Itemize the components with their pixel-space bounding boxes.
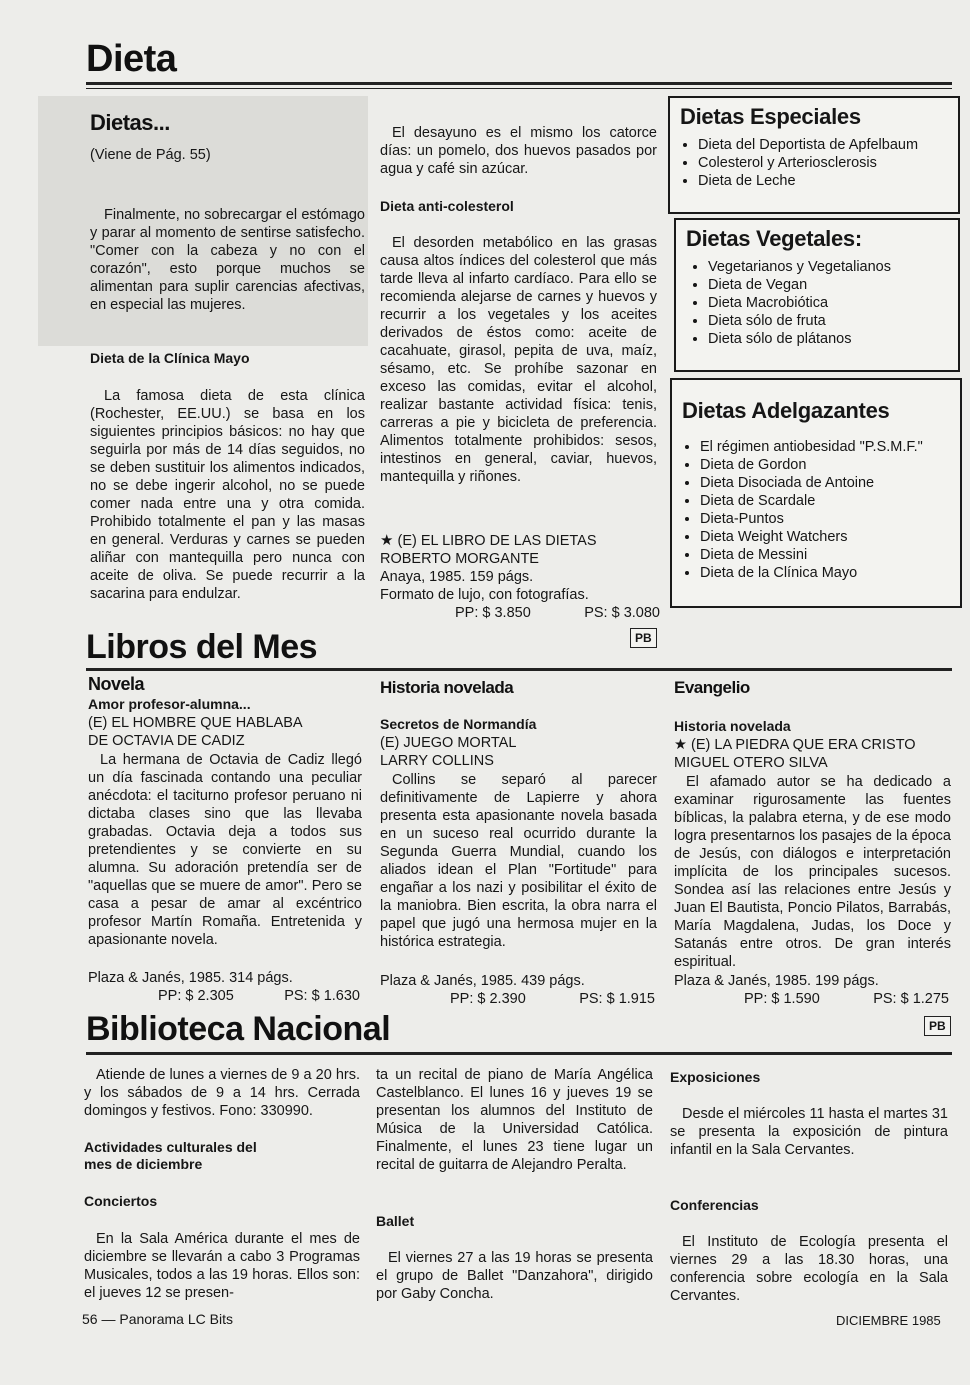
- conciertos-heading: Conciertos: [84, 1193, 158, 1209]
- historia-prices: [380, 990, 655, 1008]
- star-icon: ★: [674, 737, 687, 753]
- dietas-paragraph-2: La famosa dieta de esta clínica (Rochester, EE.UU.) se basa en los siguientes principios básicos: no hay que seguirla por más de 14 días seguidos, no se deben sustituir los alimentos indicados, no se debe ingerir alcohol, no se puede comer nada entre una y otra comida. Prohibido totalmente el pan y las masas en general. Verduras y carnes se pueden aliñar con mantequilla pero nunca con aceite de oliva. Se puede recurrir a la sacarina para endulzar.: [90, 388, 365, 602]
- list-item: • Dieta del Deportista de Apfelbaum: [698, 136, 958, 154]
- novela-book-author: DE OCTAVIA DE CADIZ: [88, 733, 245, 749]
- evangelio-price-ps: PS: $ 1.275: [873, 991, 949, 1007]
- historia-price-ps: PS: $ 1.915: [579, 991, 655, 1007]
- recital-text: ta un recital de piano de María Angélica Castelblanco. El lunes 16 y jueves 19 se presentan los alumnos del Instituto de Música de la Universidad Católica. Finalmente, el lunes 23 tiene lugar un recital de guitarra de Alejandro Peralta.: [376, 1067, 653, 1173]
- evangelio-review: El afamado autor se ha dedicado a examinar rigurosamente las fuentes bíblicas, la palabra eterna, y de ese modo logra presentarnos los pasajes de la época de Jesús, con diálogos e interpretación implícita de los principales sucesos. Sondea así las relaciones entre Jesús y Juan El Bautista, Poncio Pilatos, Barrabás, María Magdalena, Judas, los Doce y Satanás entre otros. De gran interés espiritual.: [674, 774, 951, 970]
- exposiciones-text: Desde el miércoles 11 hasta el martes 31 se presenta la exposición de pintura infantil en la Sala Cervantes.: [670, 1106, 948, 1158]
- dietas-vegetales-list: [676, 258, 958, 348]
- ballet-text: El viernes 27 a las 19 horas se presenta el grupo de Ballet "Danzahora", dirigido por Gaby Concha.: [376, 1250, 653, 1302]
- libros-rule: [86, 668, 952, 671]
- list-item: • Dieta de Vegan: [708, 276, 958, 294]
- novela-subtitle: Amor profesor-alumna...: [88, 696, 251, 712]
- novela-genre: Novela: [88, 674, 145, 694]
- list-item: • Dieta Disociada de Antoine: [700, 474, 960, 492]
- ballet-heading: Ballet: [376, 1213, 415, 1229]
- list-item: • Dieta de Messini: [700, 546, 960, 564]
- section-title-libros: Libros del Mes: [86, 628, 318, 666]
- list-item: • Dieta sólo de plátanos: [708, 330, 958, 348]
- list-item: • Dieta de Leche: [698, 172, 958, 190]
- dietas-adelgazantes-title: Dietas Adelgazantes: [682, 398, 890, 423]
- evangelio-price-pp: PP: $ 1.590: [744, 991, 820, 1007]
- actividades-heading: Actividades culturales del mes de diciembre: [84, 1139, 257, 1172]
- section-title-dieta: Dieta: [86, 38, 177, 80]
- pb-badge: PB: [924, 1016, 951, 1036]
- historia-book-author: LARRY COLLINS: [380, 753, 494, 769]
- dietas-paragraph-1: Finalmente, no sobrecargar el estómago y parar al momento de sentirse satisfecho. "Comer con la cabeza y no con el corazón", esto porque muchos se alimentan para suplir carencias afectivas, en especial las mujeres.: [90, 207, 365, 313]
- header-rule-thin: [86, 88, 952, 89]
- dietas-vegetales-box: [674, 218, 960, 372]
- exposiciones-heading: Exposiciones: [670, 1069, 761, 1085]
- clinica-mayo-heading: Dieta de la Clínica Mayo: [90, 350, 250, 366]
- list-item: • Dieta-Puntos: [700, 510, 960, 528]
- list-item: • El régimen antiobesidad "P.S.M.F.": [700, 438, 960, 456]
- evangelio-subtitle: Historia novelada: [674, 718, 791, 734]
- dietas-vegetales-title: Dietas Vegetales:: [686, 226, 862, 251]
- dietas-especiales-box: [668, 96, 960, 214]
- evangelio-genre: Evangelio: [674, 678, 750, 697]
- footer-page-info: 56 — Panorama LC Bits: [82, 1311, 233, 1327]
- pb-badge: PB: [630, 628, 657, 648]
- list-item: • Vegetarianos y Vegetalianos: [708, 258, 958, 276]
- historia-subtitle: Secretos de Normandía: [380, 716, 537, 732]
- biblioteca-rule: [86, 1052, 952, 1055]
- dietas-especiales-list: [670, 136, 958, 190]
- list-item: • Dieta Weight Watchers: [700, 528, 960, 546]
- list-item: • Dieta de Gordon: [700, 456, 960, 474]
- evangelio-book-title: ★ (E) LA PIEDRA QUE ERA CRISTO: [674, 737, 916, 753]
- dietas-adelgazantes-box: [670, 378, 962, 608]
- historia-publisher: Plaza & Janés, 1985. 439 págs.: [380, 973, 585, 989]
- historia-review: Collins se separó al parecer definitivamente de Lapierre y ahora presenta esta apasionante novela basada en un suceso real ocurrido durante la Segunda Guerra Mundial, cuando los aliados idean el Plan "Fortitude" para engañar a los nazi y posibilitar el éxito de la maniobra. Bien escrita, la obra narra el papel que jugó una hermosa mujer en la histórica estrategia.: [380, 772, 657, 950]
- book-format: Formato de lujo, con fotografías.: [380, 587, 589, 603]
- book-price-ps: PS: $ 3.080: [584, 605, 660, 621]
- dietas-especiales-title: Dietas Especiales: [680, 104, 861, 129]
- novela-price-ps: PS: $ 1.630: [284, 988, 360, 1004]
- evangelio-book-author: MIGUEL OTERO SILVA: [674, 755, 828, 771]
- book-title: (E) EL LIBRO DE LAS DIETAS: [397, 533, 597, 549]
- evangelio-publisher: Plaza & Janés, 1985. 199 págs.: [674, 973, 879, 989]
- historia-genre: Historia novelada: [380, 678, 514, 697]
- desayuno-paragraph: El desayuno es el mismo los catorce días: un pomelo, dos huevos pasados por agua y café sin azúcar.: [380, 125, 657, 177]
- book-reference: [380, 532, 660, 622]
- historia-book-title: (E) JUEGO MORTAL: [380, 735, 517, 751]
- anticolesterol-paragraph: El desorden metabólico en las grasas causa altos índices del colesterol que más tarde lleva al infarto cardíaco. Para ello se recomienda alejarse de carnes y huevos y recurrir a los vegetales y los aceites derivados de éstos como: aceite de cacahuate, girasol, pepita de uva, maíz, sésamo, etc. Se prohíbe sazonar en exceso las comidas, evitar el alcohol, realizar bastante actividad física: tenis, carreras a pie y bicicleta de preferencia. Alimentos totalmente prohibidos: sesos, intestinos en general, caviar, huevos, mantequilla y riñones.: [380, 235, 657, 485]
- list-item: • Dieta sólo de fruta: [708, 312, 958, 330]
- book-price-pp: PP: $ 3.850: [455, 605, 531, 621]
- continued-from: (Viene de Pág. 55): [90, 147, 211, 163]
- evangelio-prices: [674, 990, 949, 1008]
- novela-price-pp: PP: $ 2.305: [158, 988, 234, 1004]
- list-item: • Colesterol y Arteriosclerosis: [698, 154, 958, 172]
- conferencias-heading: Conferencias: [670, 1197, 759, 1213]
- list-item: • Dieta de la Clínica Mayo: [700, 564, 960, 582]
- list-item: • Dieta Macrobiótica: [708, 294, 958, 312]
- conferencias-text: El Instituto de Ecología presenta el viernes 29 a las 18.30 horas, una conferencia sobre ecología en la Sala Cervantes.: [670, 1234, 948, 1304]
- list-item: • Dieta de Scardale: [700, 492, 960, 510]
- novela-book-title: (E) EL HOMBRE QUE HABLABA: [88, 715, 303, 731]
- historia-price-pp: PP: $ 2.390: [450, 991, 526, 1007]
- novela-prices: [88, 987, 360, 1005]
- section-title-biblioteca: Biblioteca Nacional: [86, 1010, 391, 1048]
- dietas-adelgazantes-list: [672, 438, 960, 582]
- conciertos-text: En la Sala América durante el mes de diciembre se llevarán a cabo 3 Programas Musicales, todos a las 19 horas. Ellos son: el jueves 12 se presen-: [84, 1231, 360, 1301]
- novela-publisher: Plaza & Janés, 1985. 314 págs.: [88, 970, 293, 986]
- novela-review: La hermana de Octavia de Cadiz llegó un día fascinada contando una peculiar anécdota: el taciturno profesor peruano ni dictaba clases sino que las llevaba grabadas. Octavia deja a todos sus pretendientes y se convierte en su alumna. Su adoración pretendía ser de "aquellas que se muere de amor". Pero se casa a pesar de amar al excéntrico profesor Martín Romaña. Entretenida y apasionante novela.: [88, 752, 362, 948]
- biblioteca-intro: Atiende de lunes a viernes de 9 a 20 hrs. y los sábados de 9 a 14 hrs. Cerrada domingos y festivos. Fono: 330990.: [84, 1067, 360, 1119]
- star-icon: ★: [380, 532, 394, 549]
- book-publisher: Anaya, 1985. 159 págs.: [380, 569, 534, 585]
- article-title: Dietas...: [90, 110, 170, 135]
- anticolesterol-heading: Dieta anti-colesterol: [380, 198, 514, 214]
- footer-date: DICIEMBRE 1985: [836, 1313, 941, 1328]
- header-rule: [86, 82, 952, 85]
- book-author: ROBERTO MORGANTE: [380, 551, 539, 567]
